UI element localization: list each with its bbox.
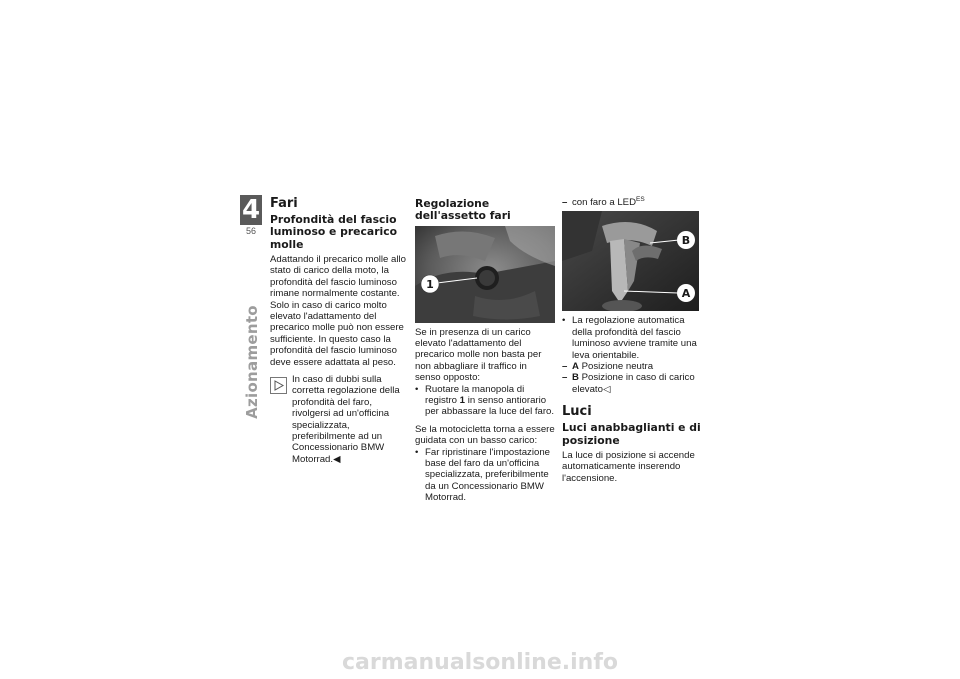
photo-label-b: B — [681, 234, 691, 248]
list-item: • Ruotare la manopola di registro 1 in senso antiorario per abbassare la luce del faro. — [415, 384, 555, 418]
list-item-b: – B Posizione in caso di carico elevato◁ — [562, 372, 704, 395]
column-headlights — [270, 196, 410, 465]
paragraph-beam-constant: Adattando il precarico molle allo stato di carico della moto, la profondità del fascio luminoso rimane normalmente costante. — [270, 253, 406, 300]
chapter-side-title: Azionamento — [243, 305, 261, 419]
led-variant-label: – con faro a $LED^{ES}$ — [562, 197, 704, 208]
column-led — [562, 197, 704, 484]
paragraph-heavy-load: Solo in caso di carico molto elevato l'adattamento del precarico molle può non essere sufficiente. In questo caso la profondità del fascio luminoso deve essere adattata al peso. — [270, 299, 404, 368]
knob-photo-illustration — [415, 226, 555, 323]
knob-number: 1 — [459, 395, 466, 407]
list-positions — [562, 361, 704, 395]
column-headlight-adjust — [415, 198, 555, 504]
paragraph-heavy-load-adjust: Se in presenza di un carico elevato l'adattamento del precarico molle non basta per non abbagliare il traffico in senso opposto: — [415, 326, 542, 384]
photo-led-lever — [562, 211, 699, 311]
note-triangle-icon — [271, 378, 286, 393]
photo-label-a: A — [681, 287, 691, 301]
list-led-auto — [562, 315, 704, 361]
chapter-number: 4 — [241, 195, 261, 225]
subtitle-low-beam: Luci anabbaglianti e di posizione — [562, 421, 701, 447]
end-mark-open: ◁ — [602, 383, 611, 395]
list-adjust-steps — [415, 384, 555, 418]
subtitle-beam-depth: Profondità del fascio luminoso e precarico molle — [270, 213, 398, 251]
photo-label-1: 1 — [426, 277, 434, 291]
paragraph-parking-light: La luce di posizione si accende automaticamente inserendo l'accensione. — [562, 449, 695, 484]
section-title-luci: Luci — [562, 404, 592, 420]
page-number: 56 — [245, 226, 256, 236]
list-reset-steps — [415, 447, 555, 504]
note-icon — [270, 377, 287, 394]
paragraph-low-load: Se la motocicletta torna a essere guidata con un basso carico: — [415, 423, 555, 447]
list-item: • La regolazione automatica della profondità del fascio luminoso avviene tramite una leva orientabile. — [562, 315, 704, 361]
note-block — [270, 374, 410, 465]
note-text: In caso di dubbi sulla corretta regolazione della profondità del faro, rivolgersi ad un'officina specializzata, preferibilmente ad un Concessionario BMW Motorrad. — [292, 373, 400, 465]
led-sup: ES — [636, 195, 645, 203]
end-mark: ◀ — [333, 453, 341, 465]
section-title-fari: Fari — [270, 196, 298, 211]
watermark: carmanualsonline.info — [342, 650, 618, 675]
led-variant — [562, 197, 704, 208]
photo-adjust-knob — [415, 226, 555, 323]
section-title-adjust: Regolazione dell'assetto fari — [415, 197, 511, 223]
list-item-a: – A Posizione neutra — [562, 361, 704, 372]
lever-photo-illustration — [562, 211, 699, 311]
list-item: • Far ripristinare l'impostazione base del faro da un'officina specializzata, preferibilmente da un Concessionario BMW Motorrad. — [415, 447, 555, 504]
